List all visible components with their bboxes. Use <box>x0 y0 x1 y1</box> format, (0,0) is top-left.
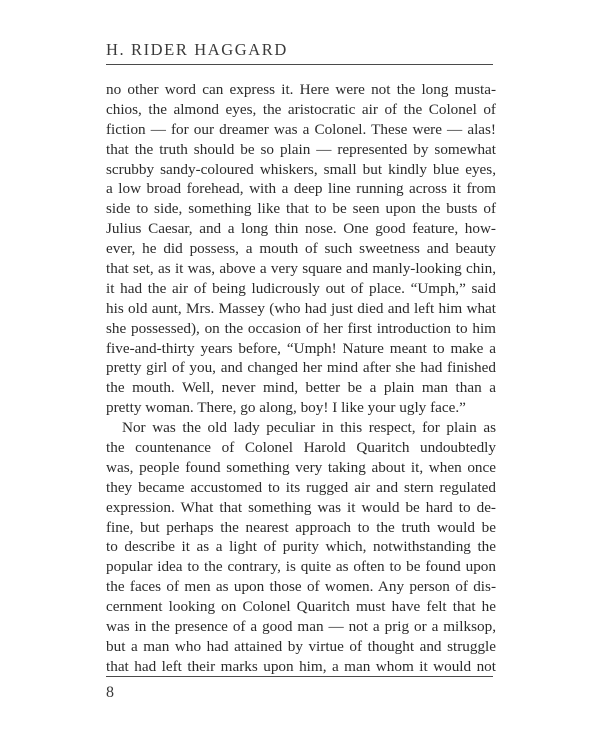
text-line: fiction — for our dreamer was a Colonel. These were — alas! <box>106 120 496 138</box>
text-line: pretty woman. There, go along, boy! I like your ugly face.” <box>106 399 466 417</box>
text-line: pretty girl of you, and changed her mind after she had finished <box>106 359 496 377</box>
text-line: fine, but perhaps the nearest approach to the truth would be <box>106 518 496 536</box>
text-line: the faces of men as upon those of women. Any person of dis- <box>106 578 496 596</box>
text-line: to describe it as a light of purity which, notwithstanding the <box>106 538 496 556</box>
text-line: no other word can express it. Here were not the long musta- <box>106 81 496 98</box>
text-line: that had left their marks upon him, a man whom it would not <box>106 657 496 675</box>
text-line: she possessed), on the occasion of her first introduction to him <box>106 319 496 337</box>
text-line: scrubby sandy-coloured whiskers, small but kindly blue eyes, <box>106 160 496 178</box>
text-line: it had the air of being ludicrously out of place. “Umph,” said <box>106 279 496 297</box>
text-line: the countenance of Colonel Harold Quaritch undoubtedly <box>106 439 496 457</box>
running-head: H. RIDER HAGGARD <box>106 40 288 59</box>
text-line: his old aunt, Mrs. Massey (who had just died and left him what <box>106 299 496 317</box>
page-number: 8 <box>106 684 114 701</box>
text-line: chios, the almond eyes, the aristocratic air of the Colonel of <box>106 100 496 118</box>
text-line: popular idea to the contrary, is quite as often to be found upon <box>106 558 496 576</box>
paragraph-first-line: Nor was the old lady peculiar in this respect, for plain as <box>122 419 496 437</box>
text-line: expression. What that something was it would be hard to de- <box>106 498 496 516</box>
text-line: was in the presence of a good man — not a prig or a milksop, <box>106 618 496 636</box>
text-line: a low broad forehead, with a deep line running across it from <box>106 180 496 198</box>
text-line: that the truth should be so plain — represented by somewhat <box>106 140 496 158</box>
body-text <box>106 80 496 677</box>
text-line: they became accustomed to its rugged air and stern regulated <box>106 478 496 496</box>
header-rule <box>106 64 493 65</box>
footer-rule <box>106 676 493 677</box>
text-line: Julius Caesar, and a long thin nose. One good feature, how- <box>106 220 496 238</box>
text-line: was, people found something very taking about it, when once <box>106 458 496 476</box>
text-line: but a man who had attained by virtue of thought and struggle <box>106 637 496 655</box>
text-line: cernment looking on Colonel Quaritch must have felt that he <box>106 598 496 616</box>
text-line: that set, as it was, above a very square and manly-looking chin, <box>106 260 496 278</box>
text-line: side to side, something like that to be seen upon the busts of <box>106 200 496 218</box>
text-line: five-and-thirty years before, “Umph! Nature meant to make a <box>106 339 496 357</box>
text-line: ever, he did possess, a mouth of such sweetness and beauty <box>106 240 496 258</box>
text-line: the mouth. Well, never mind, better be a plain man than a <box>106 379 496 397</box>
